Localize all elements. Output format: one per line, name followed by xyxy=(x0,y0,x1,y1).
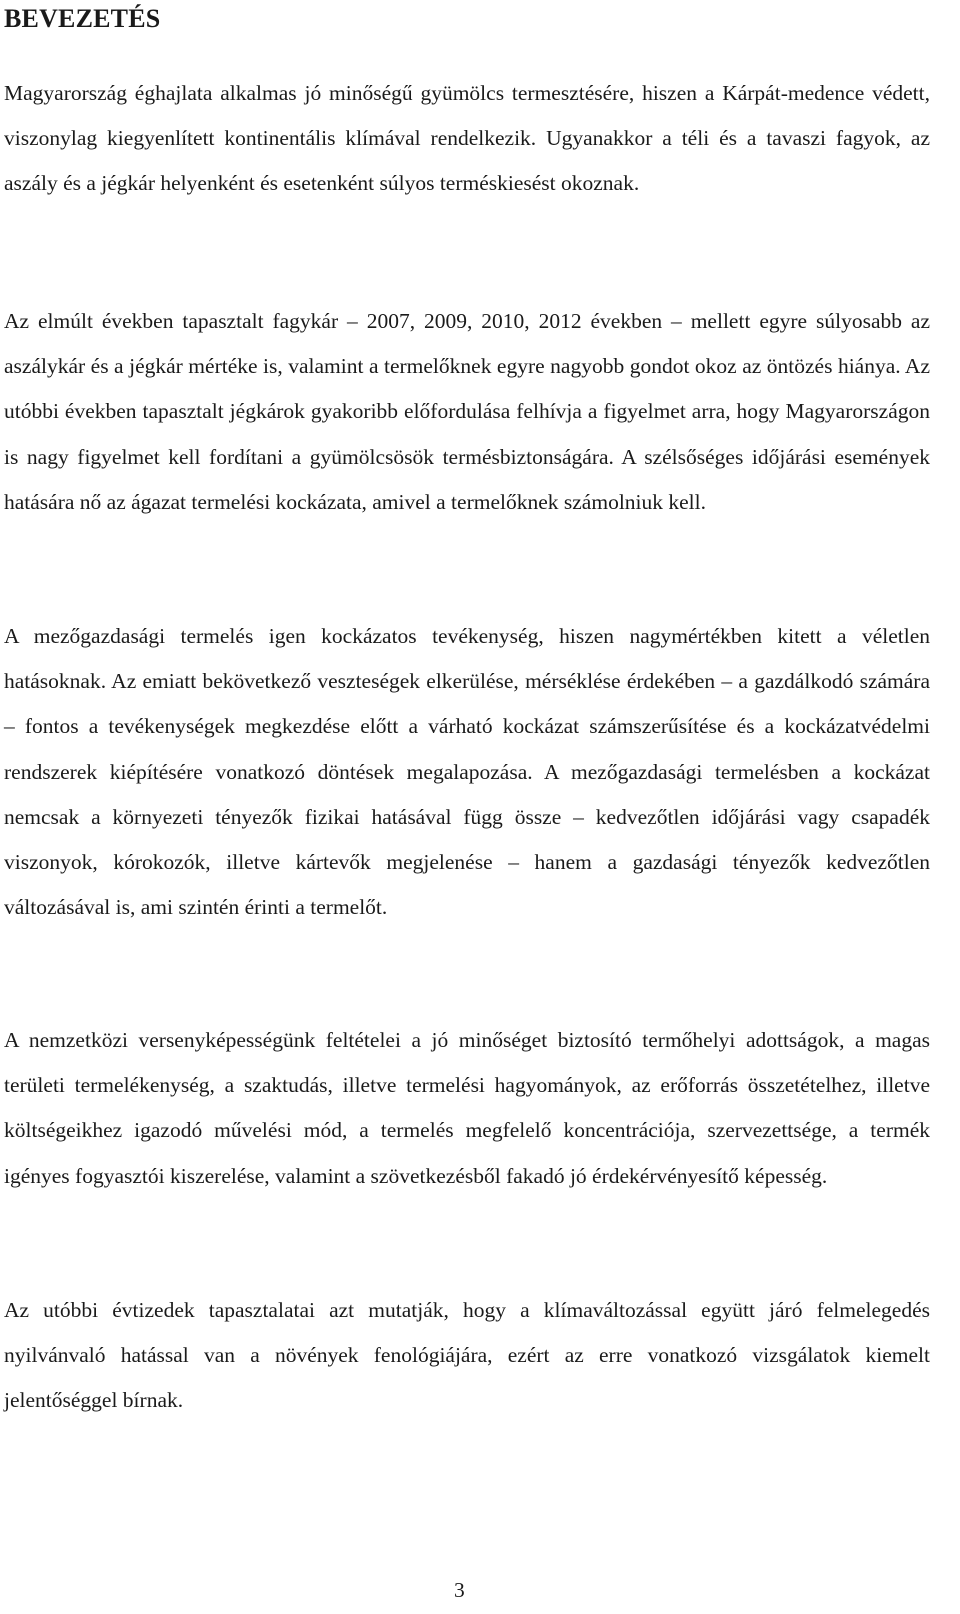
paragraph-frost-damage: Az elmúlt években tapasztalt fagykár – 2007, 2009, 2010, 2012 években – mellett egyre súlyosabb az aszálykár és a jégkár mértéke is, valamint a termelőknek egyre nagyobb gondot okoz az öntözés hiánya. Az utóbbi években tapasztalt jégkárok gyakoribb előfordulása felhívja a figyelmet arra, hogy Magyarországon is nagy figyelmet kell fordítani a gyümölcsösök termésbiztonságára. A szélsőséges időjárási események hatására nő az ágazat termelési kockázata, amivel a termelőknek számolniuk kell. xyxy=(4,309,930,514)
paragraph-climate: Magyarország éghajlata alkalmas jó minőségű gyümölcs termesztésére, hiszen a Kárpát-medence védett, viszonylag kiegyenlített kontinentális klímával rendelkezik. Ugyanakkor a téli és a tavaszi fagyok, az aszály és a jégkár helyenként és esetenként súlyos terméskiesést okoznak. xyxy=(4,81,930,196)
paragraph-agricultural-risk: A mezőgazdasági termelés igen kockázatos tevékenység, hiszen nagymértékben kitett a véletlen hatásoknak. Az emiatt bekövetkező veszteségek elkerülése, mérséklése érdekében – a gazdálkodó számára – fontos a tevékenységek megkezdése előtt a várható kockázat számszerűsítése és a kockázatvédelmi rendszerek kiépítésére vonatkozó döntések megalapozása. A mezőgazdasági termelésben a kockázat nemcsak a környezeti tényezők fizikai hatásával függ össze – kedvezőtlen időjárási vagy csapadék viszonyok, kórokozók, illetve kártevők megjelenése – hanem a gazdasági tényezők kedvezőtlen változásával is, ami szintén érinti a termelőt. xyxy=(4,624,930,920)
page-title: BEVEZETÉS xyxy=(4,4,161,33)
page-number: 3 xyxy=(454,1578,465,1602)
paragraph-competitiveness: A nemzetközi versenyképességünk feltételei a jó minőséget biztosító termőhelyi adottságok, a magas területi termelékenység, a szaktudás, illetve termelési hagyományok, az erőforrás összetételhez, illetve költségeikhez igazodó művelési mód, a termelés megfelelő koncentrációja, szervezettsége, a termék igényes fogyasztói kiszerelése, valamint a szövetkezésből fakadó jó érdekérvényesítő képesség. xyxy=(4,1028,930,1188)
paragraph-climate-change: Az utóbbi évtizedek tapasztalatai azt mutatják, hogy a klímaváltozással együtt járó felmelegedés nyilvánvaló hatással van a növények fenológiájára, ezért az erre vonatkozó vizsgálatok kiemelt jelentőséggel bírnak. xyxy=(4,1298,930,1413)
